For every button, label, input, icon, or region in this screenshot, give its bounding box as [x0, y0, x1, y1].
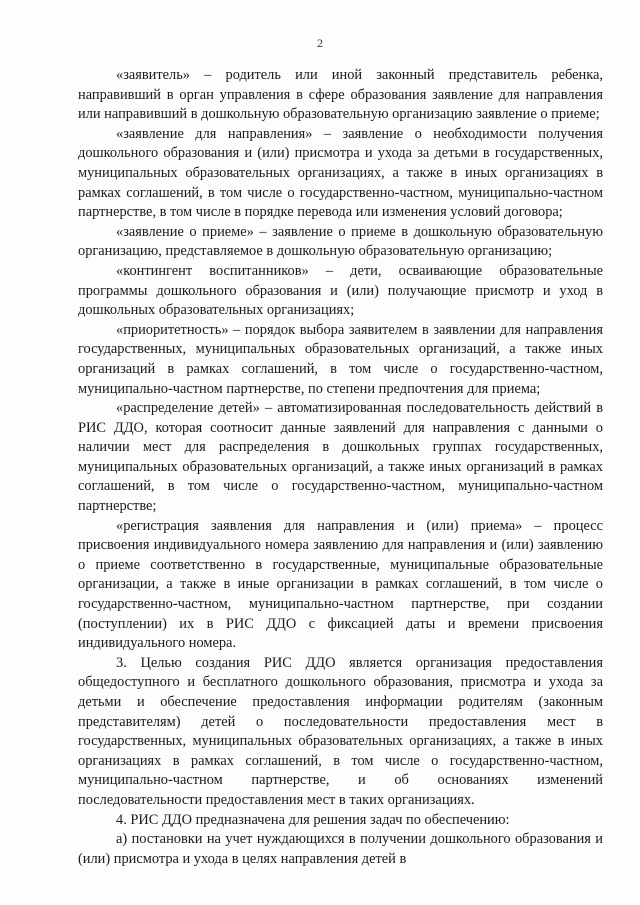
page-number: 2	[317, 36, 323, 50]
definition-distribution: «распределение детей» – автоматизированная последовательность действий в РИС ДДО, которая соотносит данные заявлений для направления с данными о наличии мест для распределения в дошкольных группах государственных, муниципальных образовательных организаций, а также иных организаций в рамках соглашений, в том числе о государственно-частном, муниципально-частном партнерстве;	[78, 400, 603, 515]
definition-applicant: «заявитель» – родитель или иной законный представитель ребенка, направивший в орган управления в сфере образования заявление для направления или направивший в дошкольную образовательную организацию заявление о приеме;	[78, 67, 603, 123]
document-body	[78, 66, 603, 869]
definition-pupil-contingent: «контингент воспитанников» – дети, осваивающие образовательные программы дошкольного образования и (или) получающие присмотр и уход в дошкольных образовательных организациях;	[78, 262, 603, 319]
section-4-item-a: а) постановки на учет нуждающихся в получении дошкольного образования и (или) присмотра и ухода в целях направления детей в	[78, 831, 603, 867]
definition-application-for-referral: «заявление для направления» – заявление о необходимости получения дошкольного образования и (или) присмотра и ухода за детьми в государственных, муниципальных образовательных организациях, а также в иных организациях в рамках соглашений, в том числе о государственно-частном, муниципально-частном партнерстве, в том числе в порядке перевода или изменения условий договора;	[78, 125, 603, 221]
definition-priority: «приоритетность» – порядок выбора заявителем в заявлении для направления государственных, муниципальных образовательных организаций, а также иных организаций в рамках соглашений, в том числе о государственно-частном, муниципально-частном партнерстве, по степени предпочтения для приема;	[78, 321, 603, 397]
definition-application-for-admission: «заявление о приеме» – заявление о приеме в дошкольную образовательную организацию, представляемое в дошкольную образовательную организацию;	[78, 223, 603, 260]
section-3-purpose: 3. Целью создания РИС ДДО является организация предоставления общедоступного и бесплатного дошкольного образования, присмотра и ухода за детьми и обеспечение предоставления информации родителям (законным представителям) детей о последовательности предоставления мест в государственных, муниципальных образовательных организациях, а также в иных организациях в рамках соглашений, в том числе о государственно-частном, муниципально-частном партнерстве, и об основаниях изменений последовательности предоставления мест в таких организациях.	[78, 654, 603, 808]
section-4-tasks: 4. РИС ДДО предназначена для решения задач по обеспечению:	[116, 811, 510, 828]
definition-registration: «регистрация заявления для направления и (или) приема» – процесс присвоения индивидуального номера заявлению для направления и (или) заявлению о приеме соответственно в государственные, муниципальные образовательные организации, а также в иные организации в рамках соглашений, в том числе о государственно-частном, муниципально-частном партнерстве, при создании (поступлении) их в РИС ДДО с фиксацией даты и времени присвоения индивидуального номера.	[78, 517, 603, 652]
